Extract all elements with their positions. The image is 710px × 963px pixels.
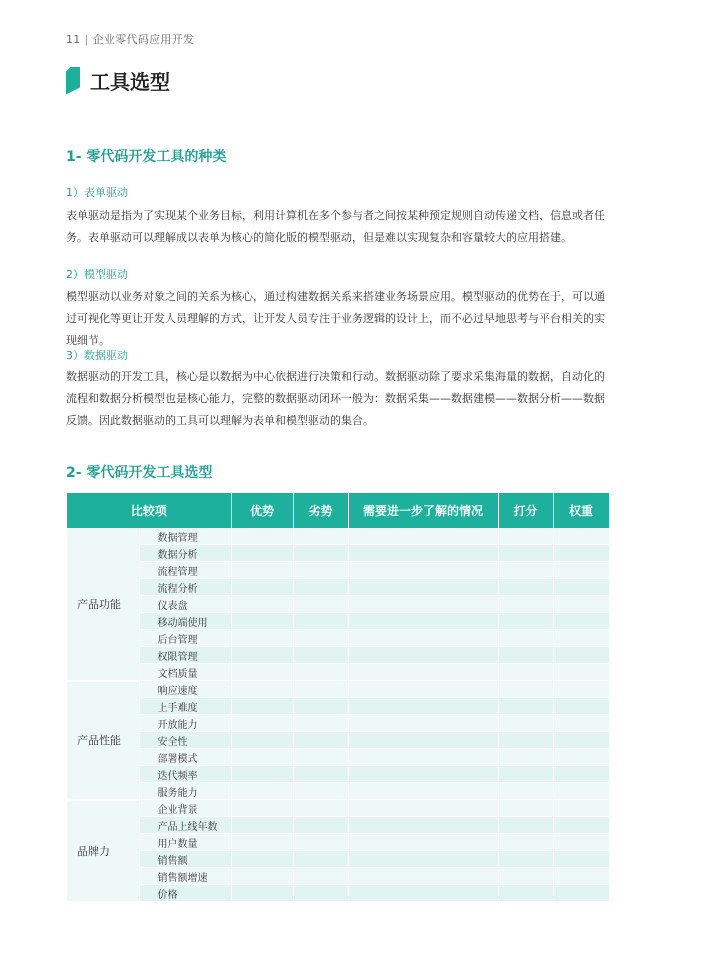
empty-cell [498,732,553,749]
empty-cell [553,732,609,749]
table-row [67,664,609,681]
item-label: 仪表盘 [139,596,231,613]
empty-cell [231,817,293,834]
item-label: 文档质量 [139,664,231,681]
group-label: 品牌力 [67,800,139,902]
empty-cell [293,783,348,800]
table-row [67,783,609,800]
empty-cell [553,834,609,851]
empty-cell [348,562,498,579]
item-label: 价格 [139,885,231,902]
empty-cell [498,664,553,681]
empty-cell [293,562,348,579]
empty-cell [348,579,498,596]
empty-cell [348,630,498,647]
empty-cell [498,834,553,851]
header-separator: | [84,33,89,46]
empty-cell [498,868,553,885]
empty-cell [348,528,498,545]
table-row [67,868,609,885]
empty-cell [553,715,609,732]
table-row [67,800,609,817]
empty-cell [348,800,498,817]
empty-cell [231,545,293,562]
empty-cell [293,800,348,817]
item-label: 迭代频率 [139,766,231,783]
empty-cell [231,732,293,749]
table-row [67,885,609,902]
empty-cell [293,715,348,732]
item-label: 用户数量 [139,834,231,851]
empty-cell [231,766,293,783]
table-body [67,528,609,902]
table-row [67,562,609,579]
empty-cell [231,647,293,664]
empty-cell [498,885,553,902]
empty-cell [231,579,293,596]
table-row [67,647,609,664]
header-advantage: 优势 [231,493,293,528]
group-label: 产品功能 [67,528,139,681]
empty-cell [348,834,498,851]
empty-cell [231,851,293,868]
subsection-heading-1: 1）表单驱动 [66,186,128,199]
group-label: 产品性能 [67,681,139,800]
item-label: 流程分析 [139,579,231,596]
empty-cell [348,715,498,732]
empty-cell [553,800,609,817]
table-row [67,834,609,851]
empty-cell [498,783,553,800]
empty-cell [231,613,293,630]
table-row [67,766,609,783]
empty-cell [498,528,553,545]
empty-cell [348,766,498,783]
section2-title: 2- 零代码开发工具选型 [66,465,213,481]
empty-cell [293,664,348,681]
empty-cell [498,749,553,766]
empty-cell [498,800,553,817]
empty-cell [348,647,498,664]
empty-cell [231,681,293,698]
subsection-text-3: 数据驱动的开发工具，核心是以数据为中心依据进行决策和行动。数据驱动除了要求采集海量的数据，自动化的流程和数据分析模型也是核心能力，完整的数据驱动闭环一般为：数据采集——数据建模——数据分析——数据反馈。因此数据驱动的工具可以理解为表单和模型驱动的集合。 [66,370,605,427]
empty-cell [498,630,553,647]
empty-cell [348,732,498,749]
section1-title: 1- 零代码开发工具的种类 [66,149,227,165]
subsection-heading-3: 3）数据驱动 [66,349,128,362]
empty-cell [231,664,293,681]
empty-cell [498,766,553,783]
empty-cell [293,817,348,834]
empty-cell [553,562,609,579]
page-title: 工具选型 [90,70,170,94]
empty-cell [231,783,293,800]
header-compare-item: 比较项 [67,493,231,528]
empty-cell [293,851,348,868]
item-label: 移动端使用 [139,613,231,630]
empty-cell [231,749,293,766]
empty-cell [293,528,348,545]
table-row [67,630,609,647]
empty-cell [293,545,348,562]
empty-cell [498,545,553,562]
empty-cell [348,868,498,885]
title-accent-mark [66,67,80,95]
empty-cell [231,630,293,647]
empty-cell [553,698,609,715]
empty-cell [231,885,293,902]
header-disadvantage: 劣势 [293,493,348,528]
empty-cell [293,698,348,715]
subsection-heading-2: 2）模型驱动 [66,268,128,281]
empty-cell [498,579,553,596]
table-row [67,851,609,868]
item-label: 企业背景 [139,800,231,817]
empty-cell [498,817,553,834]
empty-cell [231,562,293,579]
empty-cell [231,800,293,817]
empty-cell [293,749,348,766]
empty-cell [231,868,293,885]
empty-cell [348,664,498,681]
comparison-table [67,493,610,903]
table-row [67,545,609,562]
empty-cell [553,817,609,834]
item-label: 开放能力 [139,715,231,732]
empty-cell [553,868,609,885]
table-row [67,749,609,766]
empty-cell [553,630,609,647]
empty-cell [231,834,293,851]
empty-cell [293,579,348,596]
empty-cell [348,783,498,800]
table-row [67,732,609,749]
empty-cell [553,783,609,800]
item-label: 部署模式 [139,749,231,766]
empty-cell [293,613,348,630]
header-score: 打分 [498,493,553,528]
empty-cell [498,715,553,732]
header-weight: 权重 [553,493,609,528]
empty-cell [498,681,553,698]
table-row [67,715,609,732]
empty-cell [348,749,498,766]
empty-cell [553,681,609,698]
empty-cell [498,562,553,579]
empty-cell [553,579,609,596]
empty-cell [348,698,498,715]
empty-cell [293,596,348,613]
empty-cell [553,766,609,783]
empty-cell [293,647,348,664]
empty-cell [231,596,293,613]
empty-cell [293,630,348,647]
empty-cell [293,868,348,885]
empty-cell [348,817,498,834]
item-label: 服务能力 [139,783,231,800]
empty-cell [293,834,348,851]
table-row [67,579,609,596]
empty-cell [348,545,498,562]
empty-cell [348,681,498,698]
empty-cell [498,613,553,630]
doc-title: 企业零代码应用开发 [92,33,195,46]
page-title-block [66,66,170,95]
item-label: 流程管理 [139,562,231,579]
item-label: 数据分析 [139,545,231,562]
empty-cell [553,749,609,766]
table-row [67,817,609,834]
item-label: 产品上线年数 [139,817,231,834]
item-label: 销售额增速 [139,868,231,885]
table-header-row [67,493,609,528]
page-header [66,31,194,47]
empty-cell [553,885,609,902]
subsection-text-1: 表单驱动是指为了实现某个业务目标，利用计算机在多个参与者之间按某种预定规则自动传递文档、信息或者任务。表单驱动可以理解成以表单为核心的简化版的模型驱动，但是难以实现复杂和容量较大的应用搭建。 [66,209,605,244]
empty-cell [553,664,609,681]
empty-cell [293,766,348,783]
item-label: 后台管理 [139,630,231,647]
item-label: 权限管理 [139,647,231,664]
empty-cell [293,681,348,698]
table-row [67,528,609,545]
table-row [67,681,609,698]
empty-cell [348,851,498,868]
empty-cell [348,613,498,630]
empty-cell [231,698,293,715]
page-number: 11 [66,33,81,46]
empty-cell [553,545,609,562]
empty-cell [498,596,553,613]
empty-cell [348,885,498,902]
item-label: 数据管理 [139,528,231,545]
empty-cell [231,715,293,732]
empty-cell [553,613,609,630]
empty-cell [293,885,348,902]
item-label: 响应速度 [139,681,231,698]
empty-cell [348,596,498,613]
empty-cell [231,528,293,545]
empty-cell [553,528,609,545]
empty-cell [553,596,609,613]
header-further-info: 需要进一步了解的情况 [348,493,498,528]
empty-cell [553,647,609,664]
empty-cell [498,851,553,868]
table-row [67,596,609,613]
table-row [67,698,609,715]
item-label: 销售额 [139,851,231,868]
table-row [67,613,609,630]
empty-cell [293,732,348,749]
empty-cell [553,851,609,868]
item-label: 安全性 [139,732,231,749]
empty-cell [498,647,553,664]
empty-cell [498,698,553,715]
subsection-text-2: 模型驱动以业务对象之间的关系为核心，通过构建数据关系来搭建业务场景应用。模型驱动的优势在于，可以通过可视化等更让开发人员理解的方式，让开发人员专注于业务逻辑的设计上，而不必过早地思考与平台相关的实现细节。 [66,290,605,347]
item-label: 上手难度 [139,698,231,715]
